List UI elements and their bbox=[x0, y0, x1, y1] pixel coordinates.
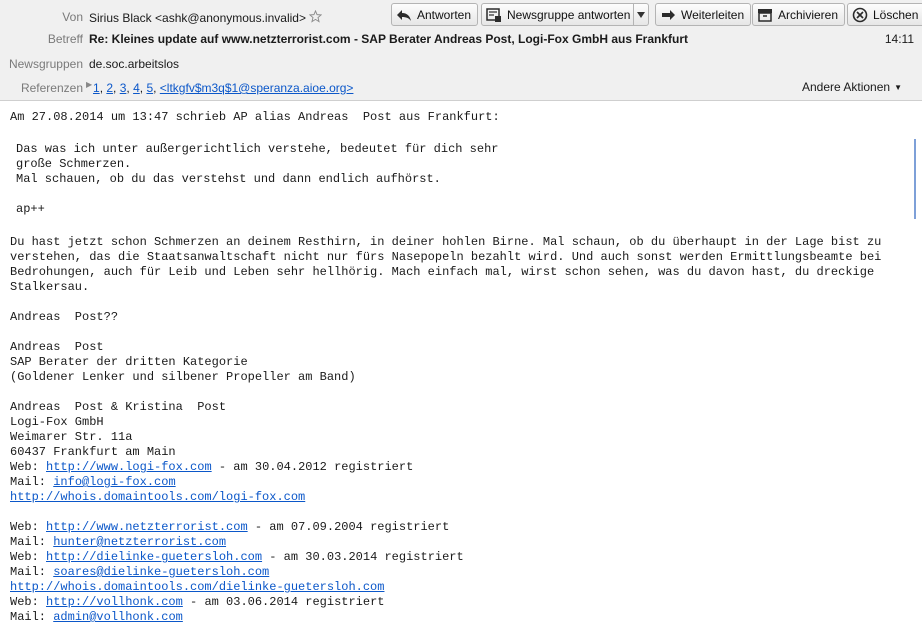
reply-arrow-icon bbox=[396, 7, 412, 23]
reference-link[interactable]: 4 bbox=[133, 81, 140, 95]
delete-button-label: Löschen bbox=[873, 7, 919, 22]
web-line bbox=[10, 595, 384, 610]
signature-line: (Goldener Lenker und silbener Propeller am Band) bbox=[10, 370, 356, 384]
address-line: 60437 Frankfurt am Main bbox=[10, 445, 176, 459]
more-actions-menu[interactable] bbox=[802, 80, 902, 94]
mail-label: Mail: bbox=[10, 610, 54, 624]
mail-line bbox=[10, 475, 176, 490]
body-line: verstehen, das die Staatsanwaltschaft nicht nur fürs Nasepopeln bezahlt wird. Und auch sonst werden Ermittlungsbeamte bei bbox=[10, 250, 882, 264]
netz-url-link[interactable]: http://www.netzterrorist.com bbox=[46, 520, 248, 534]
registration-note: - am 30.03.2014 registriert bbox=[262, 550, 464, 564]
message-header bbox=[0, 0, 922, 100]
quoted-block bbox=[6, 139, 916, 219]
reply-button-label: Antworten bbox=[417, 7, 472, 22]
reference-link[interactable]: <ltkgfv$m3q$1@speranza.aioe.org> bbox=[159, 81, 354, 95]
reply-newsgroup-label: Newsgruppe antworten bbox=[507, 7, 631, 22]
references-expand-icon[interactable]: ▶ bbox=[86, 80, 93, 89]
registration-note: - am 07.09.2004 registriert bbox=[247, 520, 450, 534]
references-list: 1, 2, 3, 4, 5, <ltkgfv$m3q$1@speranza.aioe.org> bbox=[93, 81, 354, 95]
message-body bbox=[0, 101, 922, 636]
from-label: Von bbox=[62, 10, 83, 24]
forward-button[interactable] bbox=[655, 3, 751, 26]
mail-label: Mail: bbox=[10, 565, 54, 579]
quote-line: Mal schauen, ob du das verstehst und dann endlich aufhörst. bbox=[16, 172, 441, 186]
whois-line bbox=[10, 490, 305, 505]
delete-button[interactable] bbox=[847, 3, 922, 26]
from-value[interactable] bbox=[89, 10, 322, 25]
delete-circle-icon bbox=[852, 7, 868, 23]
quote-line: ap++ bbox=[16, 202, 45, 216]
body-line: Du hast jetzt schon Schmerzen an deinem Resthirn, in deiner hohlen Birne. Mal schaun, ob du überhaupt in der Lage bist zu bbox=[10, 235, 882, 249]
logifox-mail-link[interactable]: info@logi-fox.com bbox=[53, 475, 176, 489]
subject-label: Betreff bbox=[47, 32, 83, 46]
reply-button[interactable] bbox=[391, 3, 478, 26]
reference-link[interactable]: 5 bbox=[146, 81, 154, 95]
signature-line: Andreas Post bbox=[10, 340, 104, 354]
web-line bbox=[10, 550, 464, 565]
address-line: Logi-Fox GmbH bbox=[10, 415, 104, 429]
archive-button-label: Archivieren bbox=[778, 7, 839, 22]
subject-value: Re: Kleines update auf www.netzterrorist.com - SAP Berater Andreas Post, Logi-Fox GmbH aus Frankfurt bbox=[89, 32, 688, 46]
web-line bbox=[10, 460, 413, 475]
whois-line bbox=[10, 580, 384, 595]
newsgroups-value[interactable]: de.soc.arbeitslos bbox=[89, 57, 180, 71]
reply-newsgroup-button[interactable] bbox=[481, 3, 637, 26]
web-line bbox=[10, 520, 449, 535]
forward-button-label: Weiterleiten bbox=[681, 7, 745, 22]
quote-intro: Am 27.08.2014 um 13:47 schrieb AP alias Andreas Post aus Frankfurt: bbox=[10, 110, 500, 124]
dropdown-arrow-icon bbox=[637, 12, 645, 18]
star-icon[interactable] bbox=[309, 10, 322, 23]
forward-arrow-icon bbox=[660, 7, 676, 23]
address-line: Andreas Post & Kristina Post bbox=[10, 400, 227, 414]
linke-whois-link[interactable]: http://whois.domaintools.com/dielinke-guetersloh.com bbox=[10, 580, 385, 594]
newsgroup-icon bbox=[486, 7, 502, 23]
from-address[interactable]: Sirius Black <ashk@anonymous.invalid> bbox=[89, 11, 306, 25]
netz-mail-link[interactable]: hunter@netzterrorist.com bbox=[53, 535, 227, 549]
voll-mail-link[interactable]: admin@vollhonk.com bbox=[53, 610, 183, 624]
more-actions-label: Andere Aktionen bbox=[802, 80, 891, 94]
body-line: Stalkersau. bbox=[10, 280, 90, 294]
mail-line bbox=[10, 565, 269, 580]
web-label: Web: bbox=[10, 550, 47, 564]
archive-button[interactable] bbox=[752, 3, 845, 26]
web-label: Web: bbox=[10, 520, 47, 534]
linke-mail-link[interactable]: soares@dielinke-guetersloh.com bbox=[53, 565, 270, 579]
message-time: 14:11 bbox=[884, 32, 914, 46]
mail-label: Mail: bbox=[10, 475, 54, 489]
body-line: Bedrohungen, auch für Leib und Leben sehr hellhörig. Mach einfach mal, wirst schon sehen, was du davon hast, du dreckige bbox=[10, 265, 875, 279]
web-label: Web: bbox=[10, 595, 47, 609]
logifox-whois-link[interactable]: http://whois.domaintools.com/logi-fox.com bbox=[10, 490, 306, 504]
body-line: Andreas Post?? bbox=[10, 310, 119, 324]
logifox-url-link[interactable]: http://www.logi-fox.com bbox=[46, 460, 212, 474]
voll-url-link[interactable]: http://vollhonk.com bbox=[46, 595, 183, 609]
archive-box-icon bbox=[757, 7, 773, 23]
reference-link[interactable]: 2 bbox=[106, 81, 114, 95]
mail-line bbox=[10, 610, 183, 625]
mail-label: Mail: bbox=[10, 535, 54, 549]
registration-note: - am 30.04.2012 registriert bbox=[211, 460, 414, 474]
address-line: Weimarer Str. 11a bbox=[10, 430, 133, 444]
linke-url-link[interactable]: http://dielinke-guetersloh.com bbox=[46, 550, 263, 564]
quote-line: große Schmerzen. bbox=[16, 157, 132, 171]
registration-note: - am 03.06.2014 registriert bbox=[182, 595, 385, 609]
signature-line: SAP Berater der dritten Kategorie bbox=[10, 355, 248, 369]
reply-newsgroup-dropdown[interactable] bbox=[633, 3, 649, 26]
mail-line bbox=[10, 535, 226, 550]
references-label: Referenzen bbox=[20, 81, 83, 95]
web-label: Web: bbox=[10, 460, 47, 474]
reference-link[interactable]: 1 bbox=[93, 81, 100, 95]
reference-link[interactable]: 3 bbox=[119, 81, 127, 95]
quote-line: Das was ich unter außergerichtlich verstehe, bedeutet für dich sehr bbox=[16, 142, 499, 156]
newsgroups-label: Newsgruppen bbox=[8, 57, 83, 71]
caret-down-icon: ▼ bbox=[894, 83, 902, 92]
